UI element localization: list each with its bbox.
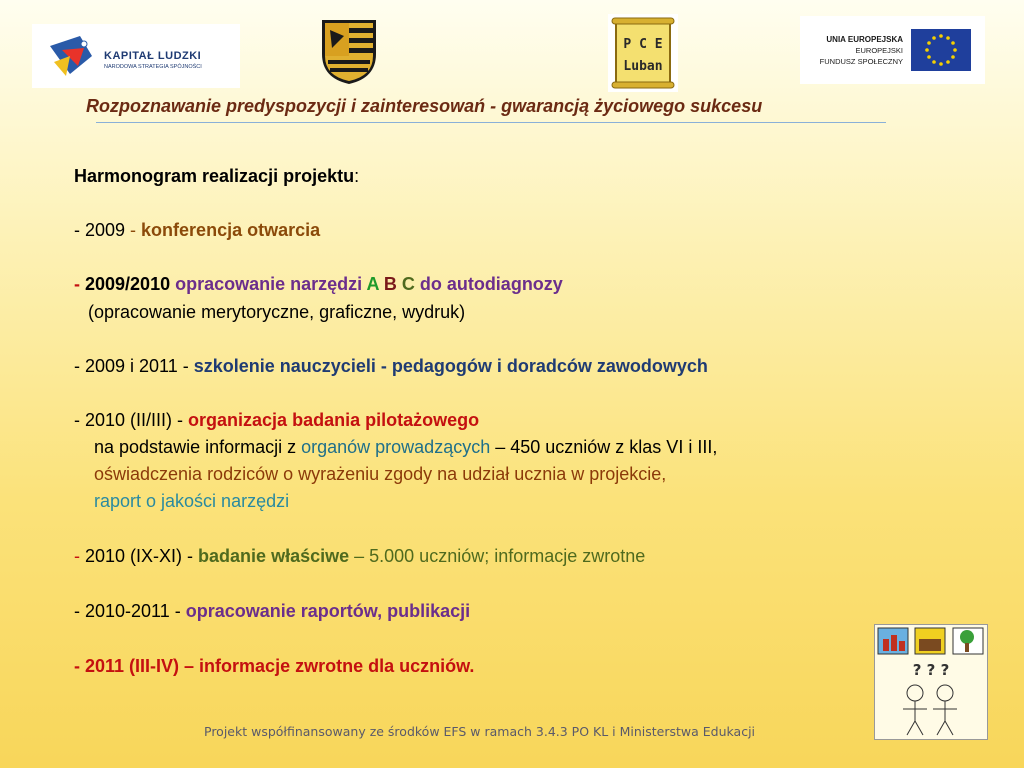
- item2-c: C: [401, 274, 420, 294]
- item4-text: organizacja badania pilotażowego: [188, 410, 480, 430]
- item3-prefix: - 2009 i 2011 -: [74, 356, 194, 376]
- item5-prefix: 2010 (IX-XI) -: [85, 546, 199, 566]
- item6-text: opracowanie raportów, publikacji: [185, 601, 471, 621]
- pce-text: P C E: [623, 37, 663, 52]
- kapital-ludzki-sub: NARODOWA STRATEGIA SPÓJNOŚCI: [104, 64, 202, 70]
- item4-l2b: organów prowadzących: [301, 437, 491, 457]
- item4-line3: oświadczenia rodziców o wyrażeniu zgody na udział ucznia w projekcie,: [94, 464, 667, 484]
- item4-prefix: - 2010 (II/III) -: [74, 410, 189, 430]
- item2-b: B: [383, 274, 402, 294]
- item2-text2: do autodiagnozy: [419, 274, 563, 294]
- eu-line3: FUNDUSZ SPOŁECZNY: [819, 57, 903, 66]
- item2-a: A: [366, 274, 384, 294]
- schedule-heading: [74, 166, 359, 187]
- schedule-item-2010-main: [74, 546, 645, 567]
- item5-dash: -: [74, 546, 85, 566]
- eu-line1: UNIA EUROPEJSKA: [826, 35, 903, 44]
- item5-rest: – 5.000 uczniów; informacje zwrotne: [349, 546, 646, 566]
- luban-text: Luban: [623, 59, 663, 74]
- item1-dash: -: [130, 220, 142, 240]
- schedule-item-2011: - 2011 (III-IV) – informacje zwrotne dla uczniów.: [74, 656, 475, 676]
- item4-line4: raport o jakości narzędzi: [94, 491, 290, 511]
- kapital-ludzki-name: KAPITAŁ LUDZKI: [104, 50, 202, 62]
- item5-text: badanie właściwe: [198, 546, 350, 566]
- schedule-item-2009-2010: [74, 274, 563, 295]
- eu-line2: EUROPEJSKI: [855, 46, 903, 55]
- eu-logo: [800, 16, 985, 84]
- scroll-icon: [608, 14, 678, 92]
- item2-sub: (opracowanie merytoryczne, graficzne, wydruk): [88, 302, 466, 322]
- item4-l2a: na podstawie informacji z: [94, 437, 302, 457]
- question-marks: ? ? ?: [912, 661, 950, 679]
- footer-note: Projekt współfinansowany ze środków EFS w ramach 3.4.3 PO KL i Ministerstwa Edukacji: [204, 724, 756, 739]
- item3-text1: szkolenie nauczycieli -: [193, 356, 392, 376]
- item2-text1: opracowanie narzędzi: [175, 274, 367, 294]
- schedule-heading-text: Harmonogram realizacji projektu: [74, 166, 355, 186]
- schedule-heading-colon: :: [354, 166, 360, 186]
- crest-icon: [318, 16, 380, 86]
- item4-l2c: – 450 uczniów z klas VI i III,: [490, 437, 718, 457]
- item6-prefix: - 2010-2011 -: [74, 601, 186, 621]
- coat-of-arms-logo: [318, 16, 380, 86]
- pce-luban-logo: [608, 14, 678, 92]
- item3-text2: pedagogów i doradców zawodowych: [391, 356, 708, 376]
- schedule-item-2010-2011: [74, 601, 470, 622]
- kapital-ludzki-emblem-icon: [40, 26, 100, 86]
- children-drawing-icon: [875, 625, 987, 739]
- schedule-item-2009-2011: [74, 356, 708, 377]
- item1-text: konferencja otwarcia: [141, 220, 321, 240]
- kapital-ludzki-logo: [32, 24, 240, 88]
- eu-text: [820, 34, 903, 67]
- eu-flag-icon: [911, 29, 971, 71]
- schedule-item-2010-pilot: [74, 410, 479, 431]
- item4-line2: [94, 437, 717, 458]
- item1-prefix: - 2009: [74, 220, 131, 240]
- item2-prefix: -: [74, 274, 85, 294]
- children-illustration: [874, 624, 988, 740]
- title-underline: [96, 122, 886, 123]
- page-title: Rozpoznawanie predyspozycji i zainteresowań - gwarancją życiowego sukcesu: [86, 96, 763, 116]
- item2-year: 2009/2010: [85, 274, 176, 294]
- schedule-item-2009: [74, 220, 320, 241]
